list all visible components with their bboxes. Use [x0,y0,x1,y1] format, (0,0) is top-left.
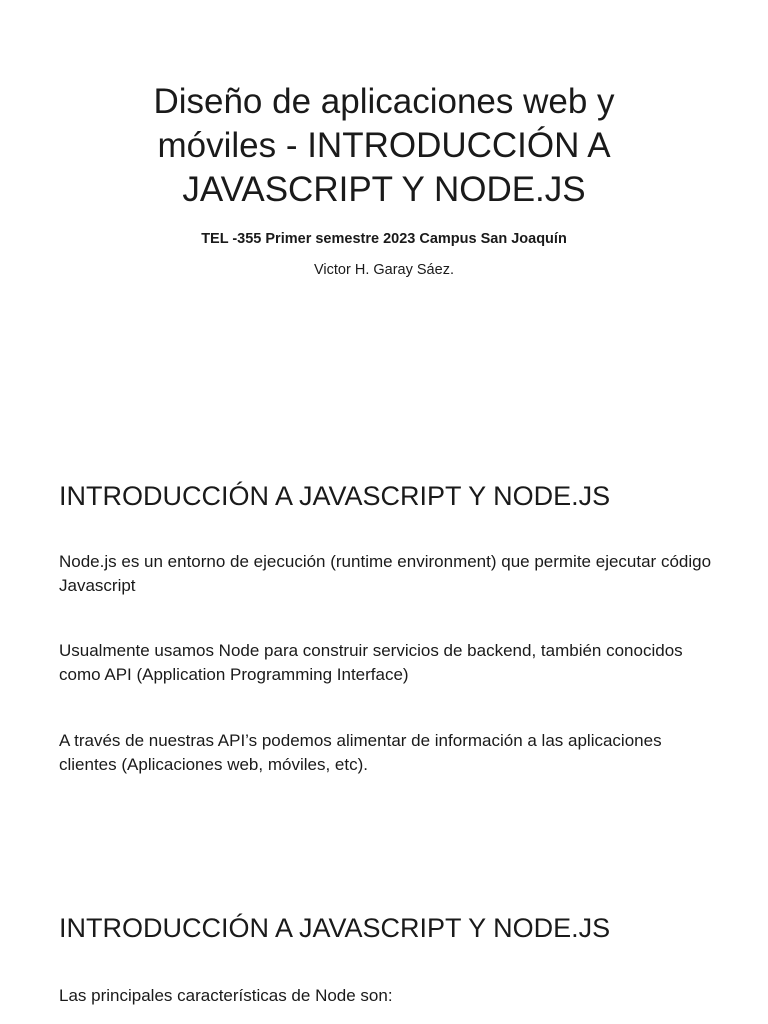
paragraph-api-clients: A través de nuestras API’s podemos alimentar de información a las aplicaciones clientes (Aplicaciones web, móviles, etc). [59,731,662,774]
content-slide-features [0,870,768,1024]
presentation-title: Diseño de aplicaciones web y móviles - INTRODUCCIÓN A JAVASCRIPT Y NODE.JS [153,82,615,209]
slide-heading: INTRODUCCIÓN A JAVASCRIPT Y NODE.JS [59,913,611,943]
paragraph-features-intro: Las principales características de Node son: [59,986,393,1005]
slide-heading: INTRODUCCIÓN A JAVASCRIPT Y NODE.JS [59,481,611,511]
content-slide-intro [0,430,768,870]
course-info: TEL -355 Primer semestre 2023 Campus San Joaquín [201,231,567,247]
title-slide [0,0,768,430]
author-name: Victor H. Garay Sáez. [314,262,454,278]
paragraph-backend-usage: Usualmente usamos Node para construir servicios de backend, también conocidos como API (Application Programming Interface) [59,641,683,684]
paragraph-node-definition: Node.js es un entorno de ejecución (runtime environment) que permite ejecutar código Javascript [59,552,712,595]
